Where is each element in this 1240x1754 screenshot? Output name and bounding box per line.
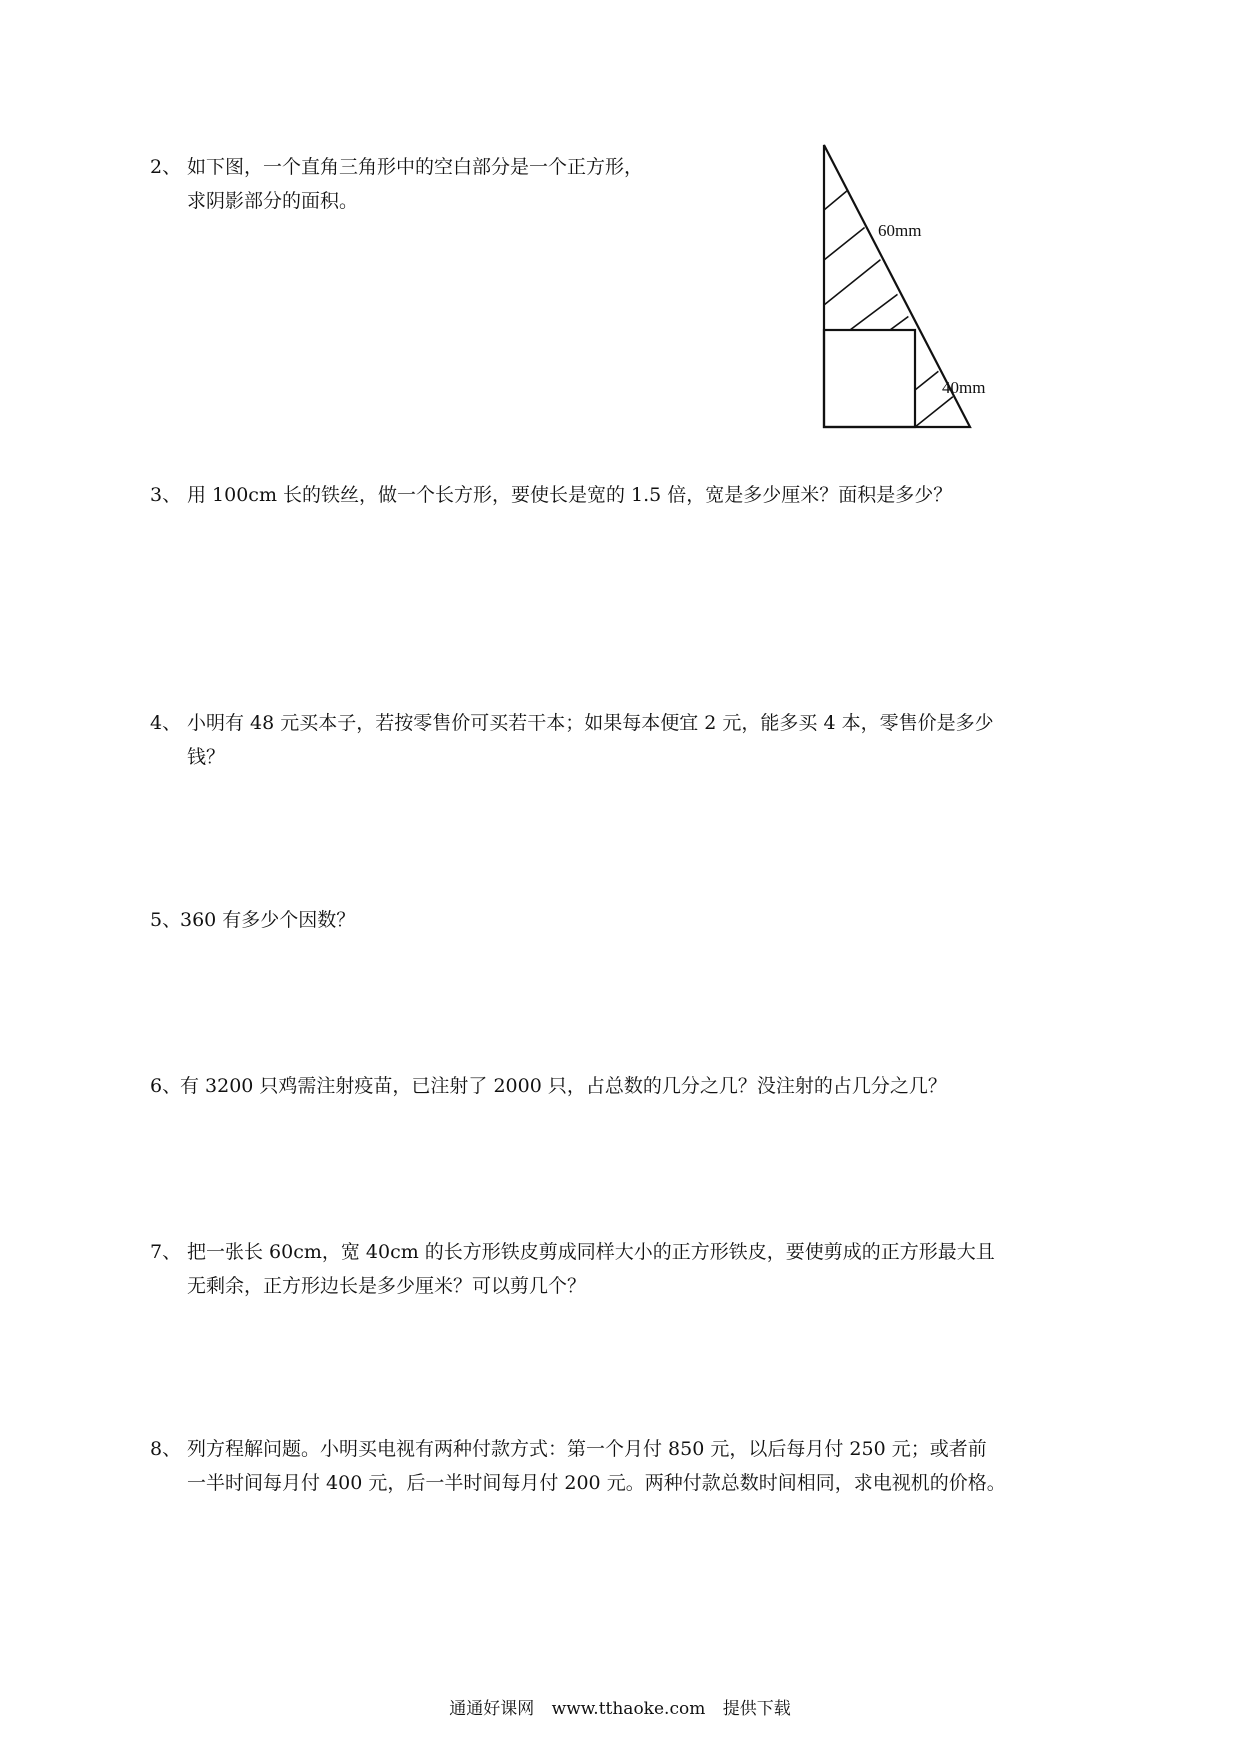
footer-suffix: 提供下载 [722, 1699, 791, 1719]
question-number: 6、 [150, 1075, 182, 1097]
question-number: 2、 [150, 156, 182, 178]
question-text-line2: 一半时间每月付 400 元，后一半时间每月付 200 元。两种付款总数时间相同，求电视机的价格。 [187, 1472, 1006, 1494]
question-text-line2: 钱？ [187, 746, 226, 768]
footer-site-name: 通通好课网 [449, 1699, 535, 1719]
question-number: 7、 [150, 1241, 182, 1263]
question-text: 把一张长 60cm，宽 40cm 的长方形铁皮剪成同样大小的正方形铁皮，要使剪成的正方形最大且 [187, 1241, 995, 1263]
label-60mm: 60mm [878, 221, 922, 240]
triangle-square-figure [820, 140, 1020, 440]
label-40mm: 40mm [942, 378, 986, 397]
question-text-line2: 无剩余，正方形边长是多少厘米？可以剪几个？ [187, 1275, 587, 1297]
question-text: 列方程解问题。小明买电视有两种付款方式：第一个月付 850 元，以后每月付 250 元；或者前 [187, 1438, 987, 1460]
inner-square [824, 330, 915, 427]
question-text: 360 有多少个因数？ [180, 909, 356, 931]
question-number: 5、 [150, 909, 182, 931]
question-text: 有 3200 只鸡需注射疫苗，已注射了 2000 只，占总数的几分之几？没注射的占几分之几？ [180, 1075, 947, 1097]
question-text: 如下图，一个直角三角形中的空白部分是一个正方形， [187, 156, 644, 178]
question-number: 3、 [150, 484, 182, 506]
question-number: 4、 [150, 712, 182, 734]
footer-url: www.tthaoke.com [551, 1699, 706, 1719]
question-text-line2: 求阴影部分的面积。 [187, 190, 359, 212]
question-number: 8、 [150, 1438, 182, 1460]
hatch-top [824, 180, 920, 330]
question-text: 小明有 48 元买本子，若按零售价可买若干本；如果每本便宜 2 元，能多买 4 本，零售价是多少 [187, 712, 994, 734]
page-footer [0, 1694, 1240, 1719]
question-text: 用 100cm 长的铁丝，做一个长方形，要使长是宽的 1.5 倍，宽是多少厘米？面积是多少？ [187, 484, 953, 506]
